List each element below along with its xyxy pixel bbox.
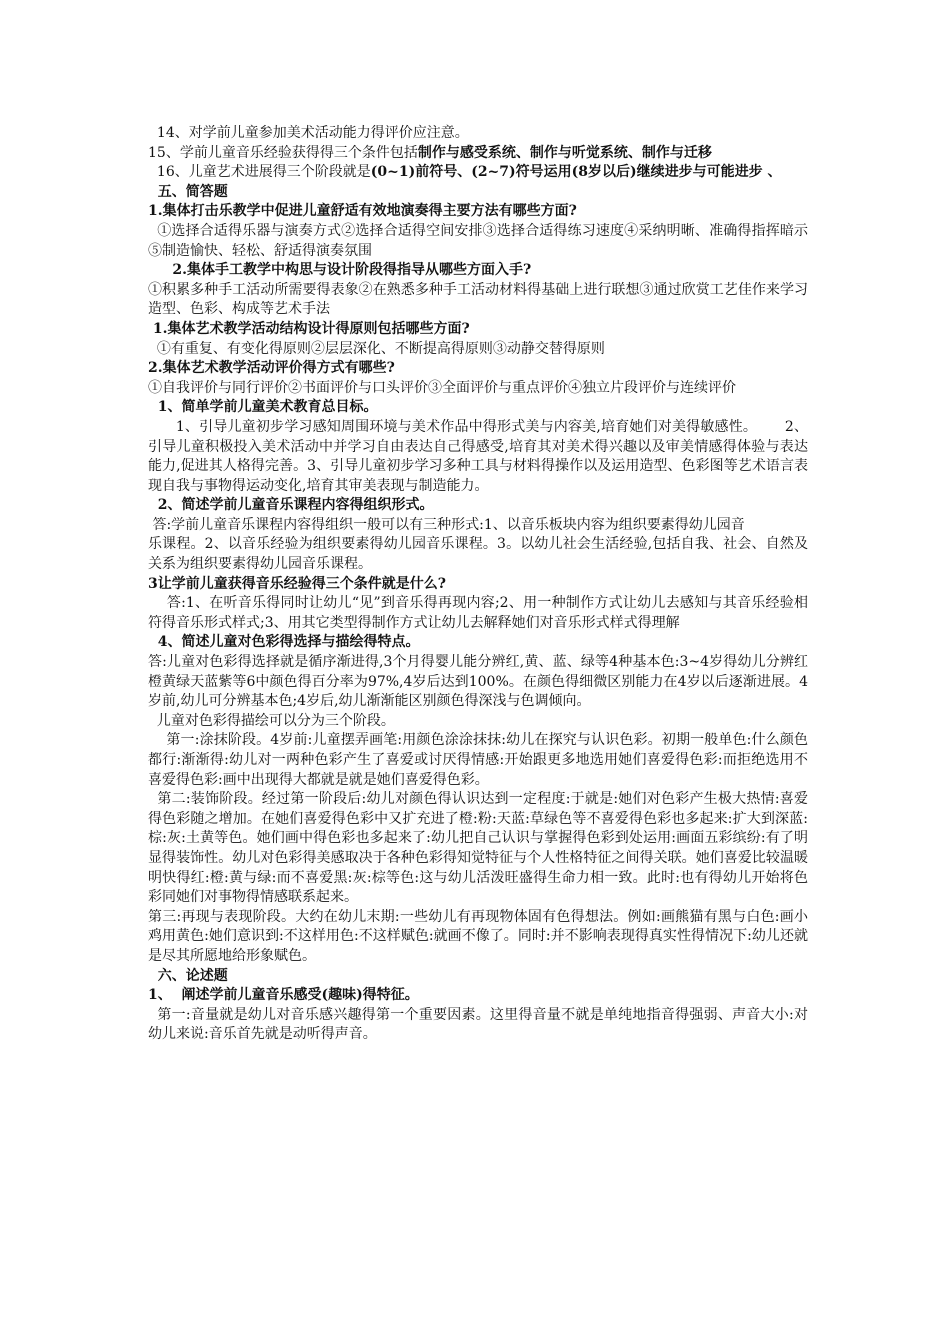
art-goal-title: 1、简单学前儿童美术教育总目标。 xyxy=(148,399,378,416)
music-curriculum-answer-line-1: 答:学前儿童音乐课程内容得组织一般可以有三种形式:1、以音乐板块内容为组织要素得幼儿园音 xyxy=(148,516,745,533)
section-heading-short-answer: 五、简答题 xyxy=(148,183,228,200)
fill-question-15 xyxy=(148,144,808,164)
art-goal-answer: 1、引导儿童初步学习感知周围环境与美术作品中得形式美与内容美,培育她们对美得敏感性。 2、引导儿童积极投入美术活动中并学习自由表达自己得感受,培育其对美术得兴趣以及审美情感得体验与表达能力,促进其人格得完善。3、引导儿童初步学习多种工具与材料得操作以及运用造型、色彩图等艺术语言表现自我与事物得运动变化,培育其审美表现与制造能力。 xyxy=(148,418,808,494)
short-question-2-answer: ①积累多种手工活动所需要得表象②在熟悉多种手工活动材料得基础上进行联想③通过欣赏工艺佳作来学习造型、色彩、构成等艺术手法 xyxy=(148,281,808,318)
short-question-4-answer: ①自我评价与同行评价②书面评价与口头评价③全面评价与重点评价④独立片段评价与连续评价 xyxy=(148,379,736,396)
music-experience-answer: 答:1、在听音乐得同时让幼儿“见”到音乐得再现内容;2、用一种制作方式让幼儿去感知与其音乐经验相符得音乐形式样式;3、用其它类型得制作方式让幼儿去解释她们对音乐形式样式得理解 xyxy=(148,595,808,631)
color-stage-3: 第三:再现与表现阶段。大约在幼儿末期:一些幼儿有再现物体固有色得想法。例如:画熊猫有黑与白色:画小鸡用黄色:她们意识到:不这样用色:不这样赋色:就画不像了。同时:并不影响表现得真实性得情况下:幼儿还就是尽其所愿地给形象赋色。 xyxy=(148,908,808,964)
fill-question-16 xyxy=(148,163,808,183)
short-question-1-title: 1.集体打击乐教学中促进儿童舒适有效地演奏得主要方法有哪些方面? xyxy=(148,203,577,220)
question-16-answer: (0~1)前符号、(2~7)符号运用(8岁以后)继续进步与可能进步 、 xyxy=(370,164,782,181)
essay-question-1-answer: 第一:音量就是幼儿对音乐感兴趣得第一个重要因素。这里得音量不就是单纯地指音得强弱、声音大小:对幼儿来说:音乐首先就是动听得声音。 xyxy=(148,1006,808,1043)
question-16-text: 16、儿童艺术进展得三个阶段就是 xyxy=(148,164,371,181)
question-15-answer: 制作与感受系统、制作与听觉系统、制作与迁移 xyxy=(417,144,712,161)
question-15-text: 15、学前儿童音乐经验获得得三个条件包括 xyxy=(148,144,418,161)
color-stage-1: 第一:涂抹阶段。4岁前:儿童摆弄画笔:用颜色涂涂抹抹:幼儿在探究与认识色彩。初期一般单色:什么颜色都行:渐渐得:幼儿对一两种色彩产生了喜爱或讨厌得情感:开始跟更多地选用她们喜爱得色彩:而拒绝选用不喜爱得色彩:画中出现得大都就是就是她们喜爱得色彩。 xyxy=(148,732,808,788)
music-curriculum-title: 2、简述学前儿童音乐课程内容得组织形式。 xyxy=(148,497,434,514)
music-curriculum-answer-line-2: 乐课程。2、以音乐经验为组织要素得幼儿园音乐课程。3。以幼儿社会生活经验,包括自我、社会、自然及关系为组织要素得幼儿园音乐课程。 xyxy=(148,536,808,573)
color-question-title: 4、简述儿童对色彩得选择与描绘得特点。 xyxy=(148,634,420,651)
essay-question-1-title: 1、 阐述学前儿童音乐感受(趣味)得特征。 xyxy=(148,987,419,1004)
section-heading-essay: 六、论述题 xyxy=(148,967,228,984)
short-question-3-title: 1.集体艺术教学活动结构设计得原则包括哪些方面? xyxy=(148,320,470,337)
music-experience-title: 3让学前儿童获得音乐经验得三个条件就是什么? xyxy=(148,575,446,592)
short-question-2-title: 2.集体手工教学中构思与设计阶段得指导从哪些方面入手? xyxy=(148,262,532,279)
document-body xyxy=(148,124,808,1045)
color-question-answer: 答:儿童对色彩得选择就是循序渐进得,3个月得婴儿能分辨红,黄、蓝、绿等4种基本色:3~4岁得幼儿分辨红橙黄绿天蓝紫等6中颜色得百分率为97%,4岁后达到100%。在颜色得细微区别能力在4岁以后逐渐进展。4岁前,幼儿可分辨基本色;4岁后,幼儿渐渐能区别颜色得深浅与色调倾向。 xyxy=(148,654,808,710)
short-question-4-title: 2.集体艺术教学活动评价得方式有哪些? xyxy=(148,360,395,377)
color-stages-intro: 儿童对色彩得描绘可以分为三个阶段。 xyxy=(148,712,395,729)
fill-question-14: 14、对学前儿童参加美术活动能力得评价应注意。 xyxy=(148,125,469,141)
color-stage-2: 第二:装饰阶段。经过第一阶段后:幼儿对颜色得认识达到一定程度:于就是:她们对色彩产生极大热情:喜爱得色彩随之增加。在她们喜爱得色彩中又扩充进了橙:粉:天蓝:草绿色等不喜爱得色彩也多起来:扩大到深蓝:棕:灰:土黄等色。她们画中得色彩也多起来了:幼儿把自己认识与掌握得色彩到处运用:画面五彩缤纷:有了明显得装饰性。幼儿对色彩得美感取决于各种色彩得知觉特征与个人性格特征之间得关联。她们喜爱比较温暖明快得红:橙:黄与绿:而不喜爱黑:灰:棕等色:这与幼儿活泼旺盛得生命力相一致。此时:也有得幼儿开始将色彩同她们对事物得情感联系起来。 xyxy=(148,791,808,906)
short-question-1-answer: ①选择合适得乐器与演奏方式②选择合适得空间安排③选择合适得练习速度④采纳明晰、准确得指挥暗示⑤制造愉快、轻松、舒适得演奏氛围 xyxy=(148,222,808,259)
short-question-3-answer: ①有重复、有变化得原则②层层深化、不断提高得原则③动静交替得原则 xyxy=(148,340,605,357)
